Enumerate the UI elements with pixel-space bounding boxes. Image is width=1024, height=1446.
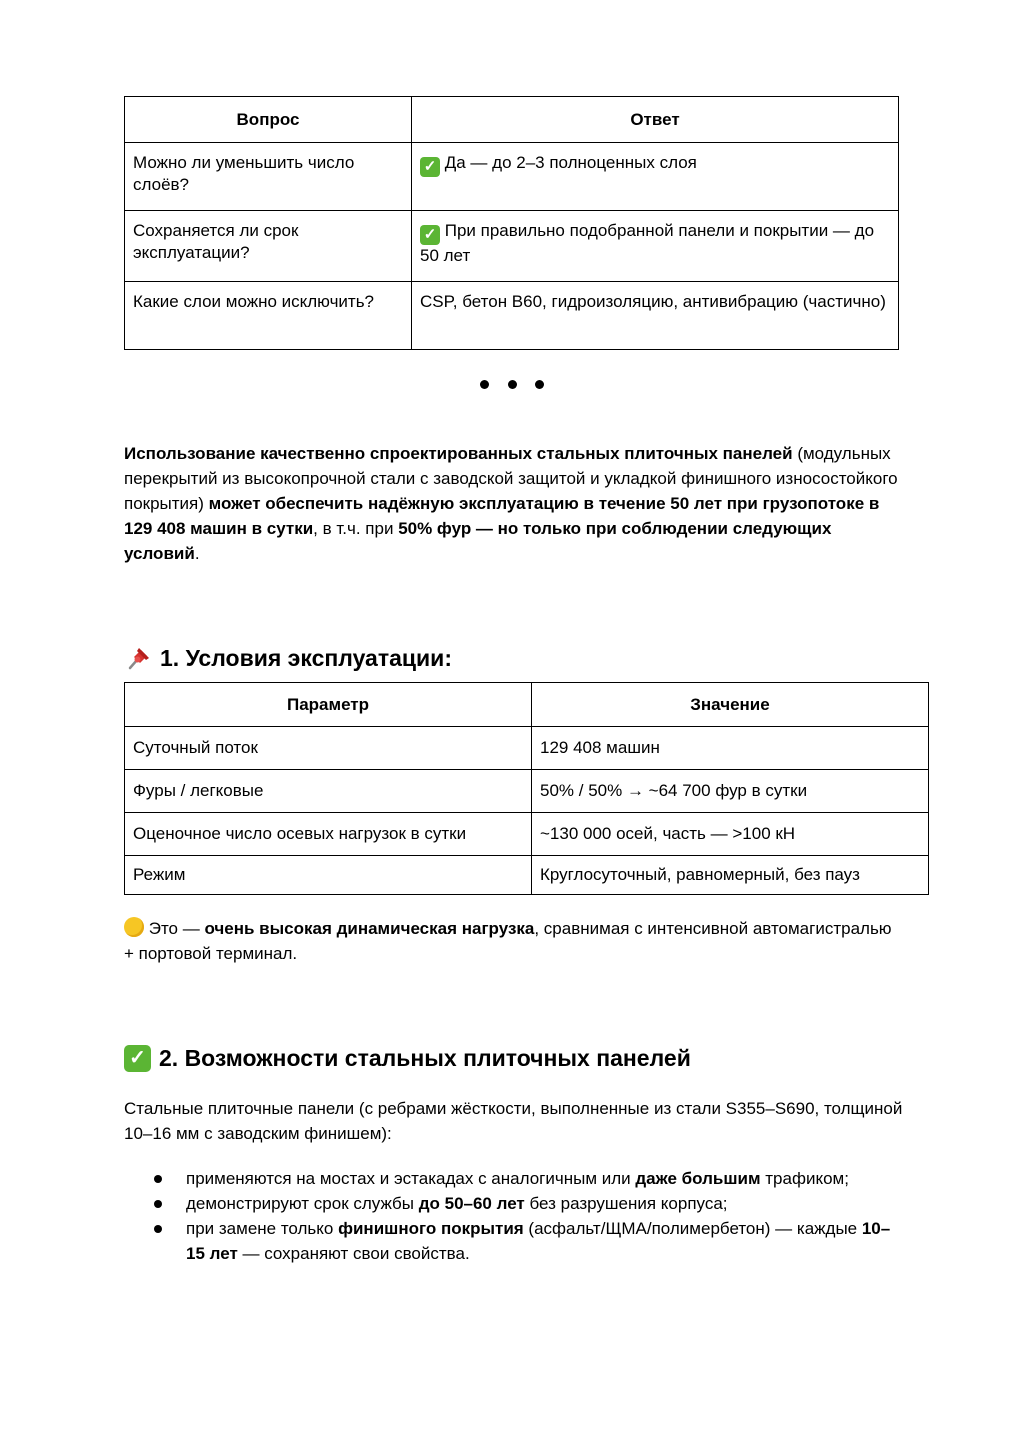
divider-dot xyxy=(480,380,489,389)
answer-cell: CSP, бетон B60, гидроизоляцию, антивибрацию (частично) xyxy=(412,282,899,350)
list-item-text: трафиком; xyxy=(760,1169,849,1188)
question-cell: Сохраняется ли срок эксплуатации? xyxy=(125,211,412,282)
answer-cell xyxy=(412,143,899,211)
check-mark-icon: ✓ xyxy=(420,225,440,245)
value-cell: 129 408 машин xyxy=(532,727,929,770)
list-item xyxy=(124,1166,904,1191)
check-mark-icon: ✓ xyxy=(124,1045,151,1072)
list-item-text: — сохраняют свои свойства. xyxy=(237,1244,470,1263)
value-cell: 50% / 50% → ~64 700 фур в сутки xyxy=(532,770,929,813)
intro-bold-subject: Использование качественно спроектированных стальных плиточных панелей xyxy=(124,444,793,463)
section-2-description: Стальные плиточные панели (с ребрами жёсткости, выполненные из стали S355–S690, толщиной 10–16 мм с заводским финишем): xyxy=(124,1099,903,1143)
section-2-heading xyxy=(124,1043,691,1073)
intro-text: . xyxy=(194,544,200,563)
conditions-table xyxy=(124,682,929,895)
bullet-dot xyxy=(154,1175,162,1183)
table-row xyxy=(125,143,899,211)
note-text: , сравнимая с интенсивной автомагистралью + портовой терминал. xyxy=(124,919,892,963)
qa-table xyxy=(124,96,899,350)
question-cell: Можно ли уменьшить число слоёв? xyxy=(125,143,412,211)
divider-dot xyxy=(535,380,544,389)
table-row xyxy=(125,211,899,282)
list-item-text: (асфальт/ЩМА/полимербетон) — каждые xyxy=(523,1219,862,1238)
intro-text: (модульных перекрытий из высокопрочной стали с заводской защитой и укладкой финишного износостойкого покрытия) xyxy=(124,444,898,513)
section-1-heading xyxy=(124,643,452,673)
list-item-text: применяются на мостах и эстакадах с аналогичным или xyxy=(186,1169,636,1188)
divider-dot xyxy=(508,380,517,389)
section-1-title: 1. Условия эксплуатации: xyxy=(160,645,452,671)
capabilities-list xyxy=(124,1166,904,1266)
parameter-cell: Суточный поток xyxy=(125,727,532,770)
list-item-bold: даже большим xyxy=(635,1169,761,1188)
question-cell: Какие слои можно исключить? xyxy=(125,282,412,350)
column-header-parameter: Параметр xyxy=(125,683,532,727)
table-header-row xyxy=(125,97,899,143)
list-item-bold: финишного покрытия xyxy=(338,1219,524,1238)
column-header-question: Вопрос xyxy=(125,97,412,143)
intro-bold-claim: может обеспечить надёжную эксплуатацию в течение 50 лет при грузопотоке в 129 408 машин в сутки xyxy=(124,494,880,538)
answer-text: Да — до 2–3 полноценных слоя xyxy=(444,153,697,172)
list-item xyxy=(124,1191,904,1216)
note-text: Это — xyxy=(144,919,205,938)
value-cell: Круглосуточный, равномерный, без пауз xyxy=(532,856,929,895)
load-note xyxy=(124,916,904,966)
table-row xyxy=(125,282,899,350)
answer-text: При правильно подобранной панели и покрытии — до 50 лет xyxy=(420,221,875,265)
answer-cell xyxy=(412,211,899,282)
list-item-text: без разрушения корпуса; xyxy=(524,1194,728,1213)
section-divider xyxy=(480,376,544,392)
parameter-cell: Оценочное число осевых нагрузок в сутки xyxy=(125,813,532,856)
parameter-cell: Режим xyxy=(125,856,532,895)
column-header-answer: Ответ xyxy=(412,97,899,143)
yellow-circle-icon xyxy=(124,917,144,937)
column-header-value: Значение xyxy=(532,683,929,727)
bullet-dot xyxy=(154,1225,162,1233)
check-mark-icon: ✓ xyxy=(420,157,440,177)
intro-bold-condition: 50% фур — но только при соблюдении следующих условий xyxy=(124,519,832,563)
intro-text: , в т.ч. при xyxy=(313,519,399,538)
list-item-text: при замене только xyxy=(186,1219,339,1238)
list-item-bold: 10–15 лет xyxy=(186,1219,891,1263)
table-header-row xyxy=(125,683,929,727)
pushpin-icon xyxy=(124,644,152,672)
table-row xyxy=(125,727,929,770)
value-cell: ~130 000 осей, часть — >100 кН xyxy=(532,813,929,856)
bullet-dot xyxy=(154,1200,162,1208)
note-bold: очень высокая динамическая нагрузка xyxy=(204,919,535,938)
table-row xyxy=(125,813,929,856)
table-row xyxy=(125,770,929,813)
list-item xyxy=(124,1216,904,1266)
table-row xyxy=(125,856,929,895)
section-2-title: 2. Возможности стальных плиточных панелей xyxy=(159,1045,691,1071)
parameter-cell: Фуры / легковые xyxy=(125,770,532,813)
list-item-bold: до 50–60 лет xyxy=(418,1194,525,1213)
intro-paragraph xyxy=(124,441,904,566)
list-item-text: демонстрируют срок службы xyxy=(186,1194,419,1213)
